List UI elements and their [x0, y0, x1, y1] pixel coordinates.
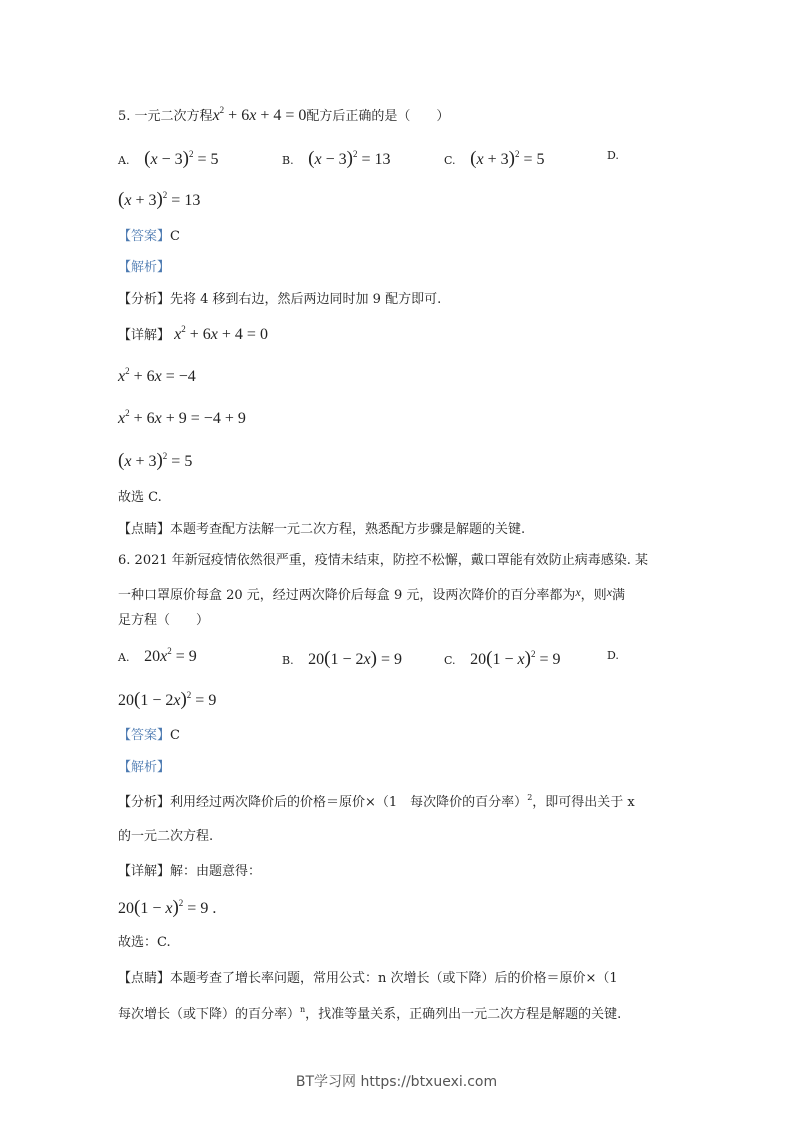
q5-stem-suffix: 配方后正确的是（ ）	[306, 109, 450, 124]
dianjing-text-1: 本题考查了增长率问题，常用公式：n 次增长（或下降）后的价格＝原价×（1	[170, 971, 618, 986]
option-label: B.	[282, 654, 294, 667]
q6-stem-text-2c: 满	[612, 588, 626, 603]
option-label: C.	[444, 154, 456, 167]
q5-analysis-tag: 【解析】	[118, 260, 171, 275]
q6-stem-line3: 足方程（ ）	[118, 613, 210, 628]
option-label: A.	[118, 154, 130, 167]
q5-step-3: $x^2 + 6x + 9 = -4 + 9$	[118, 408, 246, 427]
var-x: x	[606, 585, 613, 599]
dianjing-sup: n	[300, 1005, 306, 1014]
option-expr: $20(1 - 2x)^2 = 9$	[118, 689, 217, 710]
q6-dianjing-line2	[118, 1006, 621, 1024]
q6-option-b[interactable]	[282, 648, 402, 670]
q5-answer	[118, 228, 180, 246]
q6-answer	[118, 727, 180, 745]
xiangjie-text: 解：由题意得：	[170, 864, 262, 879]
q5-stem-equation: $x^2 + 6x + 4 = 0$	[212, 105, 307, 124]
q6-option-a[interactable]	[118, 648, 197, 666]
var-x: x	[575, 585, 581, 599]
q6-option-d[interactable]	[607, 648, 629, 663]
option-expr: $20x^2 = 9$	[144, 646, 197, 665]
option-expr: $20(1 - x)^2 = 9$	[470, 648, 561, 669]
footer-watermark: BT学习网 https://btxuexi.com	[295, 1074, 498, 1090]
fenxi-text: 先将 4 移到右边，然后两边同时加 9 配方即可.	[170, 292, 442, 307]
q6-stem-line2	[118, 583, 625, 605]
q5-option-c[interactable]	[444, 148, 544, 170]
fenxi-tag: 【分析】	[118, 795, 171, 810]
xiangjie-tag: 【详解】	[118, 864, 171, 879]
dianjing-tag: 【点睛】	[118, 971, 171, 986]
q6-fenxi	[118, 794, 635, 812]
q6-stem-text-2a: 一种口罩原价每盒 20 元，经过两次降价后每盒 9 元，设两次降价的百分率都为	[118, 588, 576, 603]
fenxi-sup: 2	[527, 793, 533, 802]
q6-conclusion: 故选：C.	[118, 935, 171, 950]
q6-stem-line1	[118, 552, 648, 570]
dianjing-text-2a: 每次增长（或下降）的百分率）	[118, 1007, 301, 1022]
option-label: B.	[282, 154, 294, 167]
q6-xiangjie	[118, 863, 261, 881]
q5-option-b[interactable]	[282, 148, 390, 170]
option-expr: $(x + 3)^2 = 13$	[118, 189, 201, 210]
xiangjie-tag: 【详解】	[118, 328, 171, 343]
option-expr: $(x - 3)^2 = 13$	[308, 148, 391, 169]
answer-tag: 【答案】	[118, 229, 171, 244]
answer-tag: 【答案】	[118, 728, 171, 743]
option-label: D.	[607, 649, 619, 662]
q5-stem-prefix: 一元二次方程	[134, 109, 213, 124]
q5-xiangjie	[118, 326, 268, 345]
q5-number: 5.	[118, 109, 131, 124]
option-label: C.	[444, 654, 456, 667]
option-label: D.	[607, 149, 619, 162]
q6-stem-text-2b: ，则	[580, 588, 607, 603]
fenxi-text-1: 利用经过两次降价后的价格＝原价×（1 每次降价的百分率）	[170, 795, 528, 810]
q6-number: 6.	[118, 553, 131, 568]
q5-option-d-expr	[118, 189, 200, 211]
q5-fenxi	[118, 291, 441, 309]
answer-value: C	[170, 728, 180, 743]
fenxi-tag: 【分析】	[118, 292, 171, 307]
step-1: $x^2 + 6x + 4 = 0$	[174, 324, 268, 343]
q5-option-a[interactable]	[118, 148, 218, 170]
q6-fenxi-line2: 的一元二次方程.	[118, 829, 214, 844]
q6-stem-text-1: 2021 年新冠疫情依然很严重，疫情未结束，防控不松懈，戴口罩能有效防止病毒感染. 某	[134, 553, 649, 568]
q5-step-2: $x^2 + 6x = -4$	[118, 366, 196, 385]
dianjing-text-2b: ，找准等量关系，正确列出一元二次方程是解题的关键.	[305, 1007, 622, 1022]
option-expr: $(x - 3)^2 = 5$	[144, 148, 219, 169]
q6-option-d-expr	[118, 689, 216, 711]
q6-analysis-tag: 【解析】	[118, 760, 171, 775]
q5-option-d[interactable]	[607, 148, 629, 163]
q6-step: $20(1 - x)^2 = 9$ .	[118, 897, 217, 918]
option-expr: 20(1 − 2x) = 9	[308, 648, 402, 669]
q5-stem	[118, 107, 449, 126]
dianjing-text: 本题考查配方法解一元二次方程，熟悉配方步骤是解题的关键.	[170, 522, 526, 537]
q5-step-4: $(x + 3)^2 = 5$	[118, 450, 193, 471]
option-label: A.	[118, 651, 130, 664]
dianjing-tag: 【点睛】	[118, 522, 171, 537]
q5-conclusion: 故选 C.	[118, 490, 162, 505]
q6-option-c[interactable]	[444, 648, 560, 670]
q6-dianjing	[118, 970, 618, 988]
q5-dianjing	[118, 521, 525, 539]
answer-value: C	[170, 229, 180, 244]
option-expr: $(x + 3)^2 = 5$	[470, 148, 545, 169]
fenxi-text-2: ，即可得出关于 x	[532, 795, 635, 810]
